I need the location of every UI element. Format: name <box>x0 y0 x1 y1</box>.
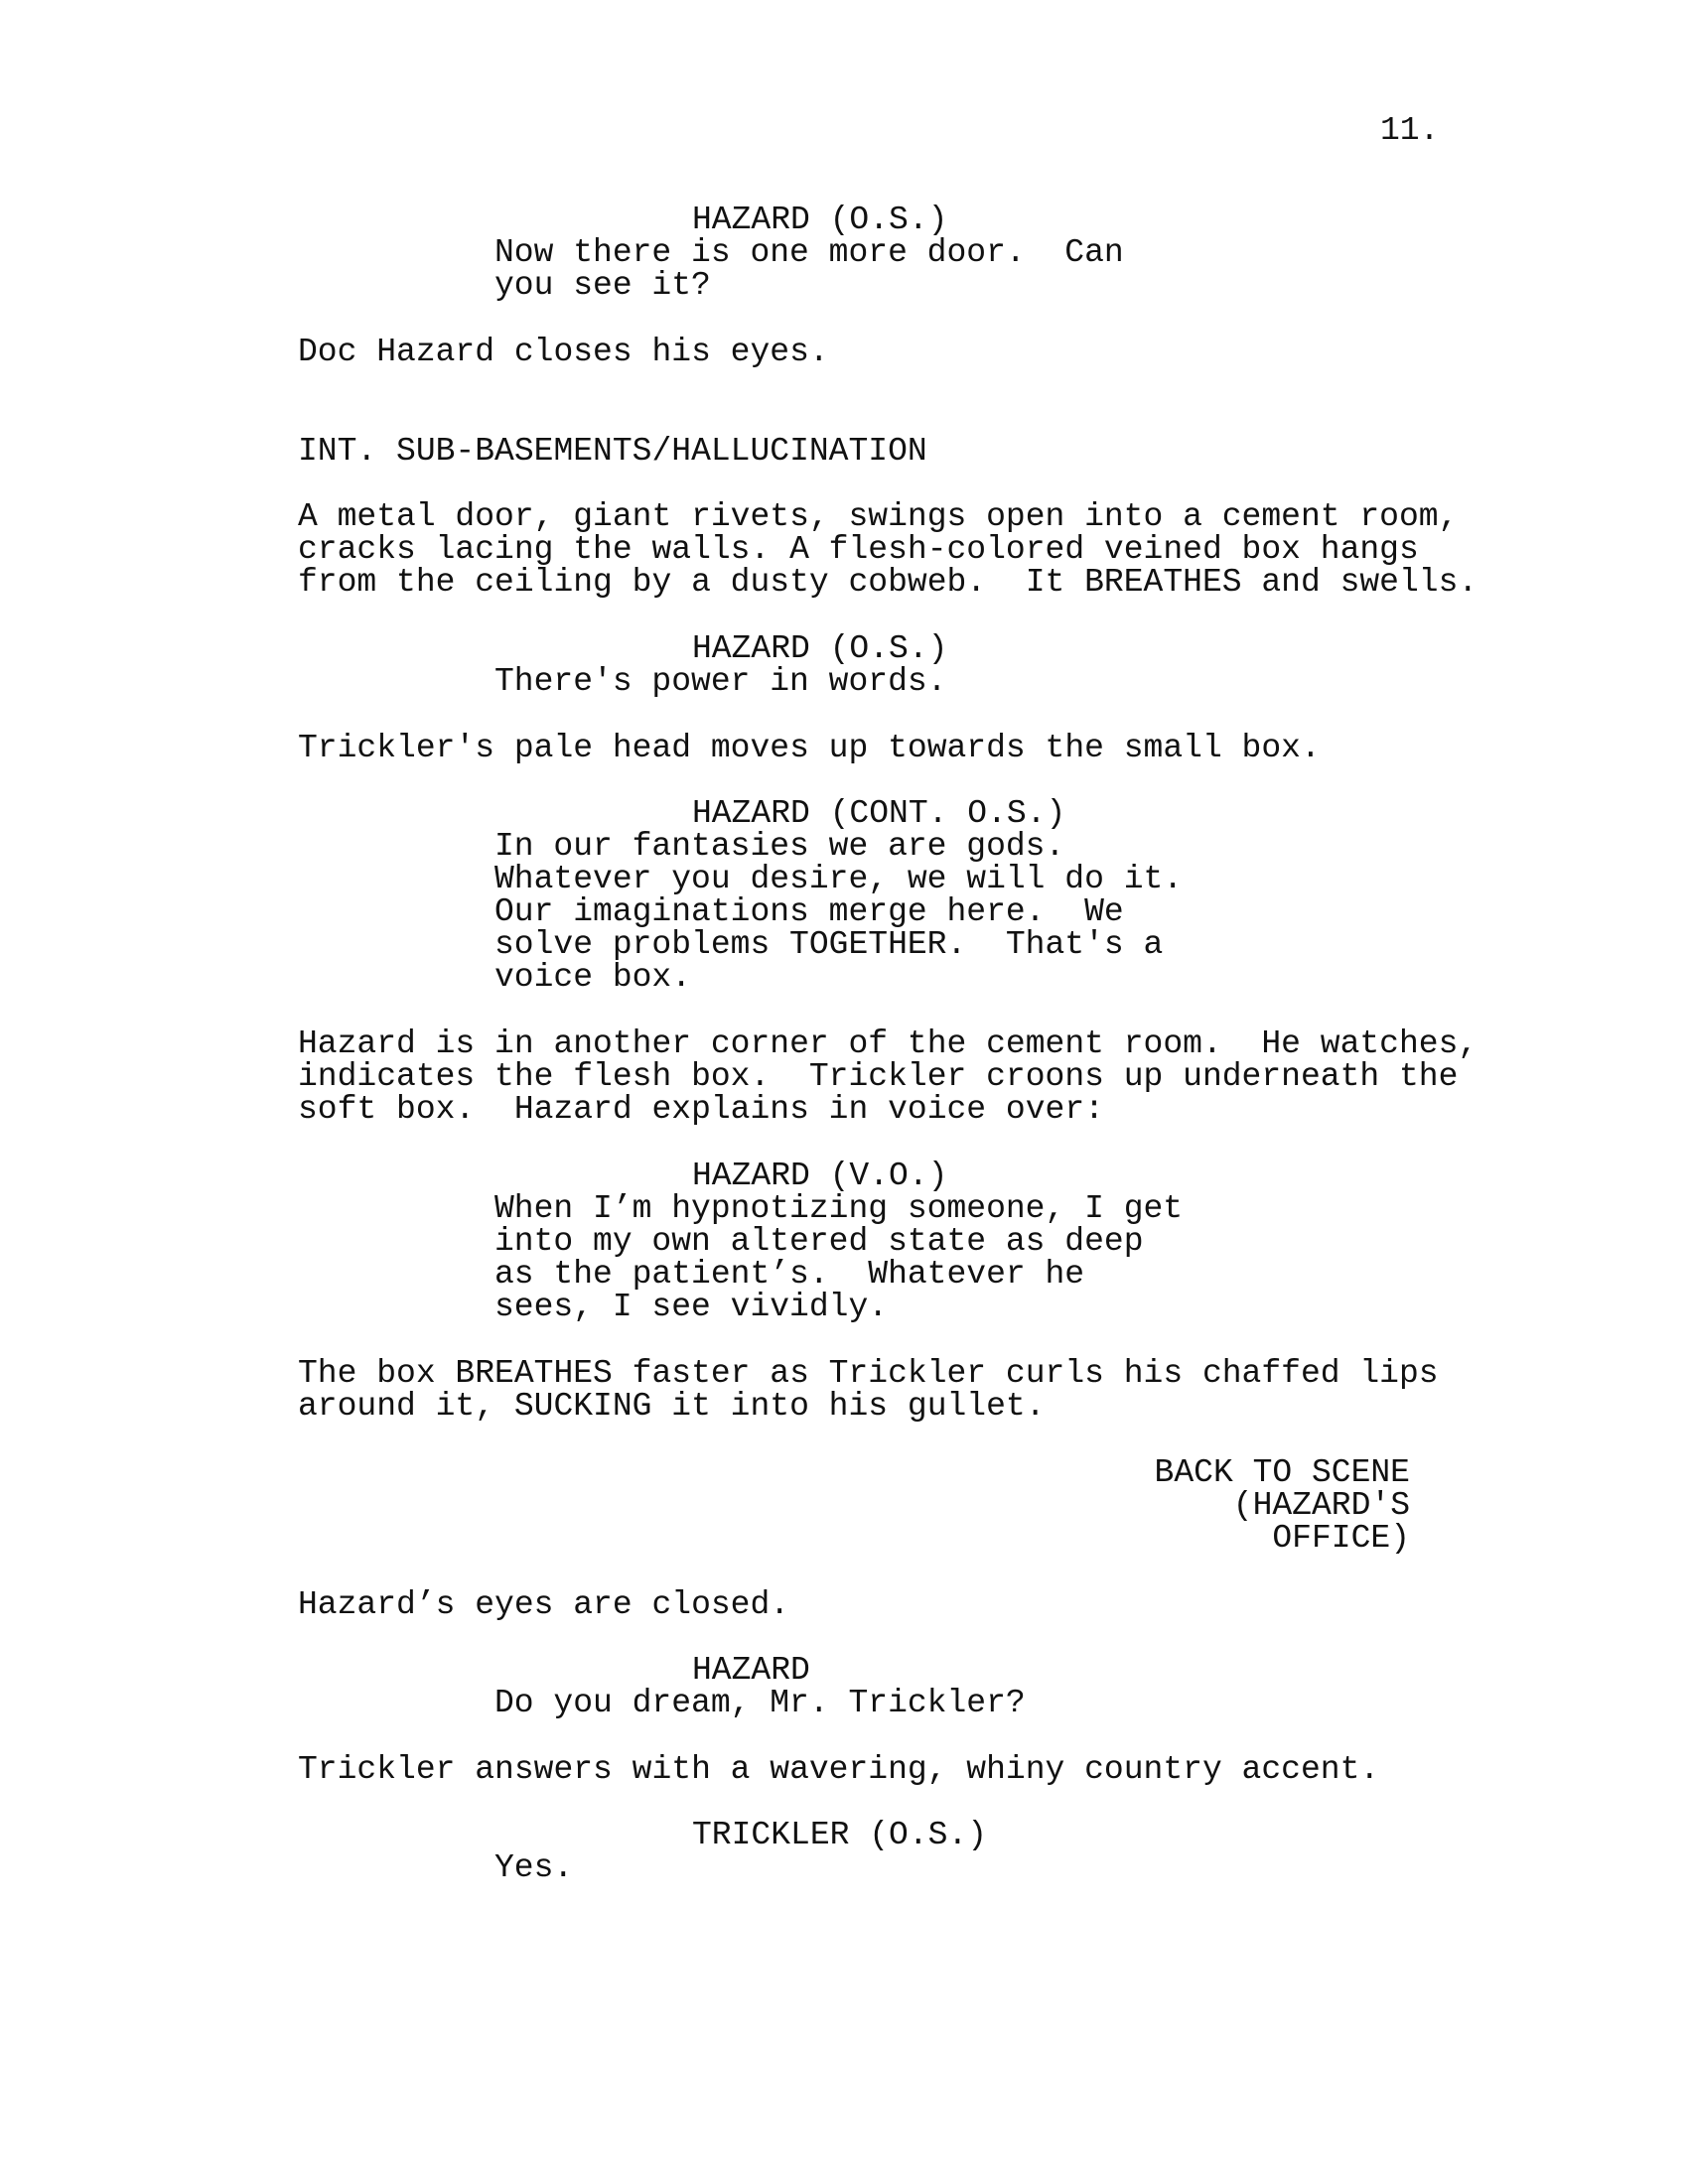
dialogue-line: Now there is one more door. Can <box>494 234 1124 271</box>
dialogue-line: When I’m hypnotizing someone, I get <box>494 1190 1184 1227</box>
character-cue: HAZARD (O.S.) <box>692 630 948 667</box>
action-line: A metal door, giant rivets, swings open into a cement room, <box>298 498 1459 535</box>
dialogue-line: Whatever you desire, we will do it. <box>494 861 1184 897</box>
character-cue: HAZARD (O.S.) <box>692 202 948 238</box>
action-line: from the ceiling by a dusty cobweb. It BREATHES and swells. <box>298 564 1478 601</box>
character-cue: HAZARD <box>692 1652 810 1689</box>
dialogue-line: you see it? <box>494 267 711 304</box>
dialogue-line: sees, I see vividly. <box>494 1289 889 1325</box>
character-cue: TRICKLER (O.S.) <box>692 1817 988 1853</box>
dialogue-line: solve problems TOGETHER. That's a <box>494 926 1164 963</box>
dialogue-line: Do you dream, Mr. Trickler? <box>494 1685 1026 1721</box>
action-line: Hazard’s eyes are closed. <box>298 1586 790 1623</box>
transition-line: OFFICE) <box>1272 1520 1410 1557</box>
character-cue: HAZARD (CONT. O.S.) <box>692 795 1066 832</box>
character-cue: HAZARD (V.O.) <box>692 1158 948 1194</box>
transition-line: (HAZARD'S <box>1232 1487 1410 1524</box>
transition-line: BACK TO SCENE <box>1154 1454 1410 1491</box>
action-line: Trickler's pale head moves up towards the small box. <box>298 730 1321 766</box>
scene-heading: INT. SUB-BASEMENTS/HALLUCINATION <box>298 433 927 470</box>
dialogue-line: as the patient’s. Whatever he <box>494 1256 1085 1293</box>
dialogue-line: into my own altered state as deep <box>494 1223 1144 1260</box>
dialogue-line: There's power in words. <box>494 663 947 700</box>
action-line: Trickler answers with a wavering, whiny country accent. <box>298 1751 1380 1788</box>
action-line: soft box. Hazard explains in voice over: <box>298 1091 1104 1128</box>
action-line: Hazard is in another corner of the cement room. He watches, <box>298 1025 1478 1062</box>
action-line: around it, SUCKING it into his gullet. <box>298 1388 1046 1425</box>
action-line: Doc Hazard closes his eyes. <box>298 334 829 370</box>
dialogue-line: Our imaginations merge here. We <box>494 893 1124 930</box>
page-number: 11. <box>1380 112 1440 149</box>
dialogue-line: voice box. <box>494 959 692 996</box>
action-line: The box BREATHES faster as Trickler curls his chaffed lips <box>298 1355 1439 1392</box>
action-line: indicates the flesh box. Trickler croons up underneath the <box>298 1058 1459 1095</box>
dialogue-line: In our fantasies we are gods. <box>494 828 1065 865</box>
dialogue-line: Yes. <box>494 1849 574 1886</box>
action-line: cracks lacing the walls. A flesh-colored veined box hangs <box>298 531 1419 568</box>
